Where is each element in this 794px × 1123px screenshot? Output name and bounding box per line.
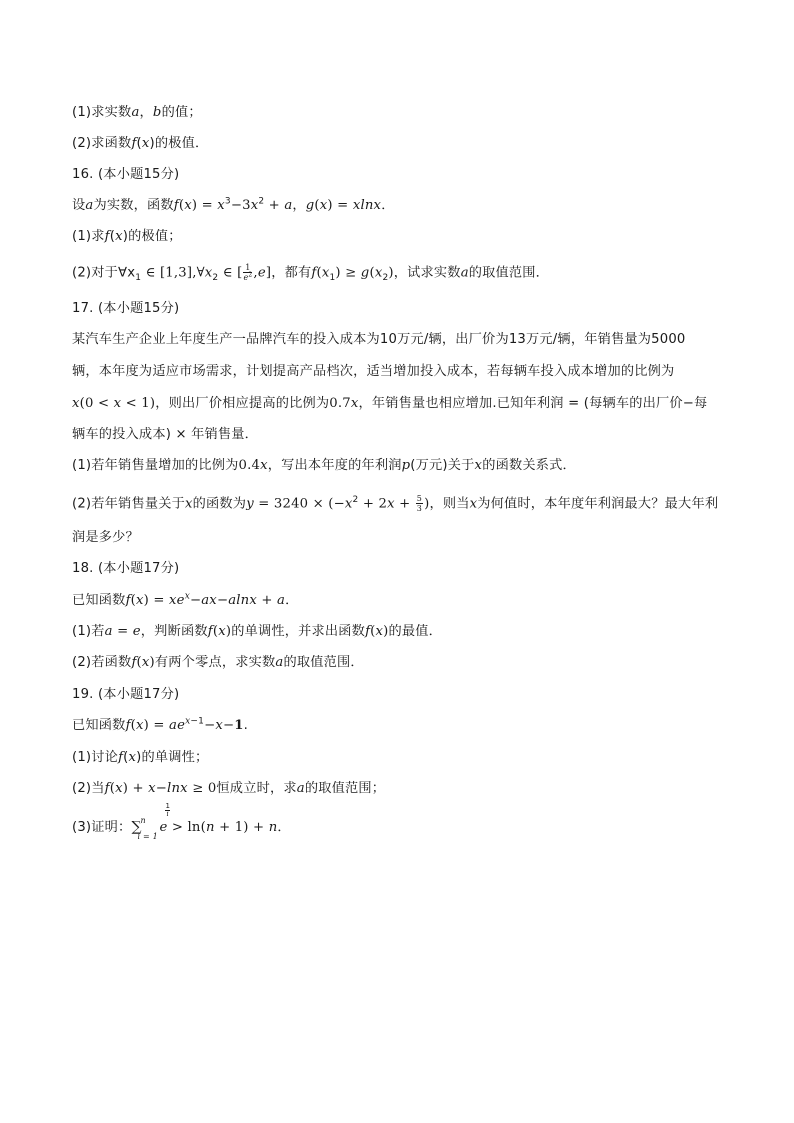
- q17-part1: (1)若年销售量增加的比例为0.4x，写出本年度的年利润p(万元)关于x的函数关系式．: [72, 458, 576, 473]
- q19-part2: (2)当f(x) + x−lnx ≥ 0恒成立时，求a的取值范围；: [72, 781, 386, 796]
- q18-heading: 18. (本小题17分): [72, 561, 180, 576]
- q15-part2: (2)求函数f(x)的极值．: [72, 136, 209, 151]
- q19-part3: (3)证明： ∑ n i = 1 e 1 i > ln(n + 1) + n．: [72, 802, 291, 841]
- q18-part2: (2)若函数f(x)有两个零点，求实数a的取值范围．: [72, 655, 364, 670]
- q16-stem: 设a为实数，函数$f(x) = x^3-3x^2 + a$，g(x) = xlnx．: [72, 196, 395, 213]
- q17-heading: 17. (本小题15分): [72, 301, 180, 316]
- q17-stem-line3: x(0 < x < 1)，则出厂价相应提高的比例为0.7x，年销售量也相应增加.已知年利润 = (每辆车的出厂价−每: [72, 396, 708, 411]
- q17-stem-line2: 辆，本年度为适应市场需求，计划提高产品档次，适当增加投入成本，若每辆车投入成本增加的比例为: [72, 364, 675, 379]
- q18-stem: 已知函数$f(x) = xe^x-ax-alnx + a$．: [72, 591, 299, 608]
- summation-symbol: ∑ n i = 1: [131, 816, 158, 841]
- q19-part1: (1)讨论f(x)的单调性；: [72, 750, 209, 765]
- q17-part2-line1: (2)若年销售量关于x的函数为$y = 3240 \times (-x^2 + 2x$ + $\frac{5}{3}$ )，则当x为何值时，本年度年利润最大？最大年利: [72, 494, 719, 513]
- q19-heading: 19. (本小题17分): [72, 687, 180, 702]
- q17-stem-line4: 辆车的投入成本) × 年销售量．: [72, 427, 259, 442]
- q16-heading: 16. (本小题15分): [72, 167, 180, 182]
- q15-part1: (1)求实数a，b的值；: [72, 105, 202, 120]
- q18-part1: (1)若a = e，判断函数f(x)的单调性，并求出函数f(x)的最值．: [72, 624, 443, 639]
- q16-part2: (2)对于$\forall x_1$ ∈ $[1,3],\forall x_2$ ∈ [ $\frac{1}{e^2}$ ,e]，都有$f(x_1) \ge g(x_2)$，试求实数a的取值范围．: [72, 263, 550, 284]
- q17-part2-line2: 润是多少？: [72, 530, 139, 545]
- q17-stem-line1: 某汽车生产企业上年度生产一品牌汽车的投入成本为10万元/辆，出厂价为13万元/辆，年销售量为5000: [72, 332, 686, 347]
- q16-part1: (1)求f(x)的极值；: [72, 229, 182, 244]
- q19-stem: 已知函数$f(x) = ae^{x-1}-x-1$.: [72, 716, 249, 733]
